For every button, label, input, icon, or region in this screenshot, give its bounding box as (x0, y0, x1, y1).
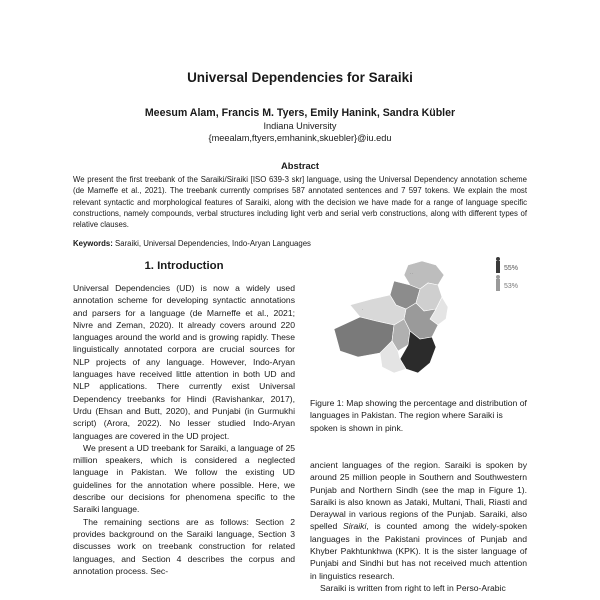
affiliation: Indiana University (263, 121, 337, 131)
legend-figure-male-icon (496, 261, 500, 273)
language-map-graphic (310, 255, 527, 390)
map-legend (496, 257, 518, 291)
author-list: Meesum Alam, Francis M. Tyers, Emily Hanink, Sandra Kübler (144, 107, 456, 119)
keywords-label: Keywords: (73, 239, 113, 248)
intro-paragraph-1: Universal Dependencies (UD) is now a widely used annotation scheme for developing syntactic annotations and parsers for a language (de Marneffe et al., 2021; Nivre and Zeman, 2020). It already covers around 220 languages around the world and is growing rapidly. These linguistically annotated corpora are crucial sources for NLP projects of any language. However, Indo-Aryan languages have received little attention in both UD and NLP applications. There currently exist Universal Dependency treebanks for Hindi (Ravishankar, 2017), Urdu (Ehsan and Butt, 2020), and Punjabi (in Gurmukhi script) (Arora, 2022). No lesser studied Indo-Aryan languages are covered in the UD project. (73, 283, 295, 441)
body-r1-italic: Siraiki (342, 521, 367, 532)
keywords-line (73, 239, 527, 248)
legend-percent-bottom: 53% (504, 283, 519, 290)
keywords-text: Saraiki, Universal Dependencies, Indo-Aryan Languages (115, 239, 311, 248)
svg-text:·: · (362, 308, 364, 312)
abstract-text: We present the first treebank of the Saraiki/Siraiki [ISO 639-3 skr] language, using the Universal Dependency annotation scheme (de Marneffe et al., 2021). The treebank currently comprises 587 annotated sentences and 7 597 tokens. We explain the most relevant syntactic and morphological features of Saraiki, along with the decision we have made for a range of language specific constructions, namely compounds, verbal structures including light verb and serial verb constructions, along with different types of relative clauses. (73, 175, 527, 230)
body-paragraph-script: Saraiki is written from right to left in Perso-Arabic (320, 582, 506, 593)
legend-figure-female-head (496, 275, 500, 279)
right-column (310, 459, 527, 594)
legend-figure-male-head (496, 257, 500, 261)
section-heading-introduction: 1. Introduction (144, 260, 224, 272)
abstract-heading: Abstract (280, 160, 320, 171)
legend-percent-top: 55% (504, 265, 519, 272)
svg-text:· ·: · · (410, 272, 414, 276)
body-paragraph-saraiki-speakers (310, 459, 527, 582)
body-r1-end: , is counted among the widely-spoken languages in the Pakistani provinces of Punjab and Khyber Pakhtunkhwa (KPK). It is the sister language of Punjabi and Sindhi but has not received much attention in linguistics research. (310, 521, 527, 581)
figure-pakistan-language-map (310, 255, 527, 390)
intro-paragraph-3: The remaining sections are as follows: Section 2 provides background on the Saraiki language, Section 3 discusses work on treebank construction for related languages, and Section 4 describes the corpus and annotation process. Sec- (73, 516, 295, 576)
paper-title: Universal Dependencies for Saraiki (187, 70, 413, 85)
body-r1: ancient languages of the region. Saraiki is spoken by around 25 million people in Southern and Southwestern Punjab and Northern Sindh (see the map in Figure 1). Saraiki is also known as Jataki, Multani, Thali, Riasti and Deraywal in various regions of the Punjab. Saraiki, also spelled (310, 460, 527, 532)
left-column (73, 282, 295, 577)
map-regions (334, 261, 448, 373)
intro-paragraph-2: We present a UD treebank for Saraiki, a language of 25 million speakers, which is considered a neglected language in Pakistan. We follow the existing UD guidelines for the annotation where possible. Here, we describe our decisions for phenomena specific to the Saraiki language. (73, 442, 295, 515)
legend-figure-female-icon (496, 279, 500, 291)
figure-caption: Figure 1: Map showing the percentage and distribution of languages in Pakistan. The region where Saraiki is spoken is shown in pink. (310, 398, 527, 433)
author-emails: {meealam,ftyers,emhanink,skuebler}@iu.edu (208, 133, 392, 143)
